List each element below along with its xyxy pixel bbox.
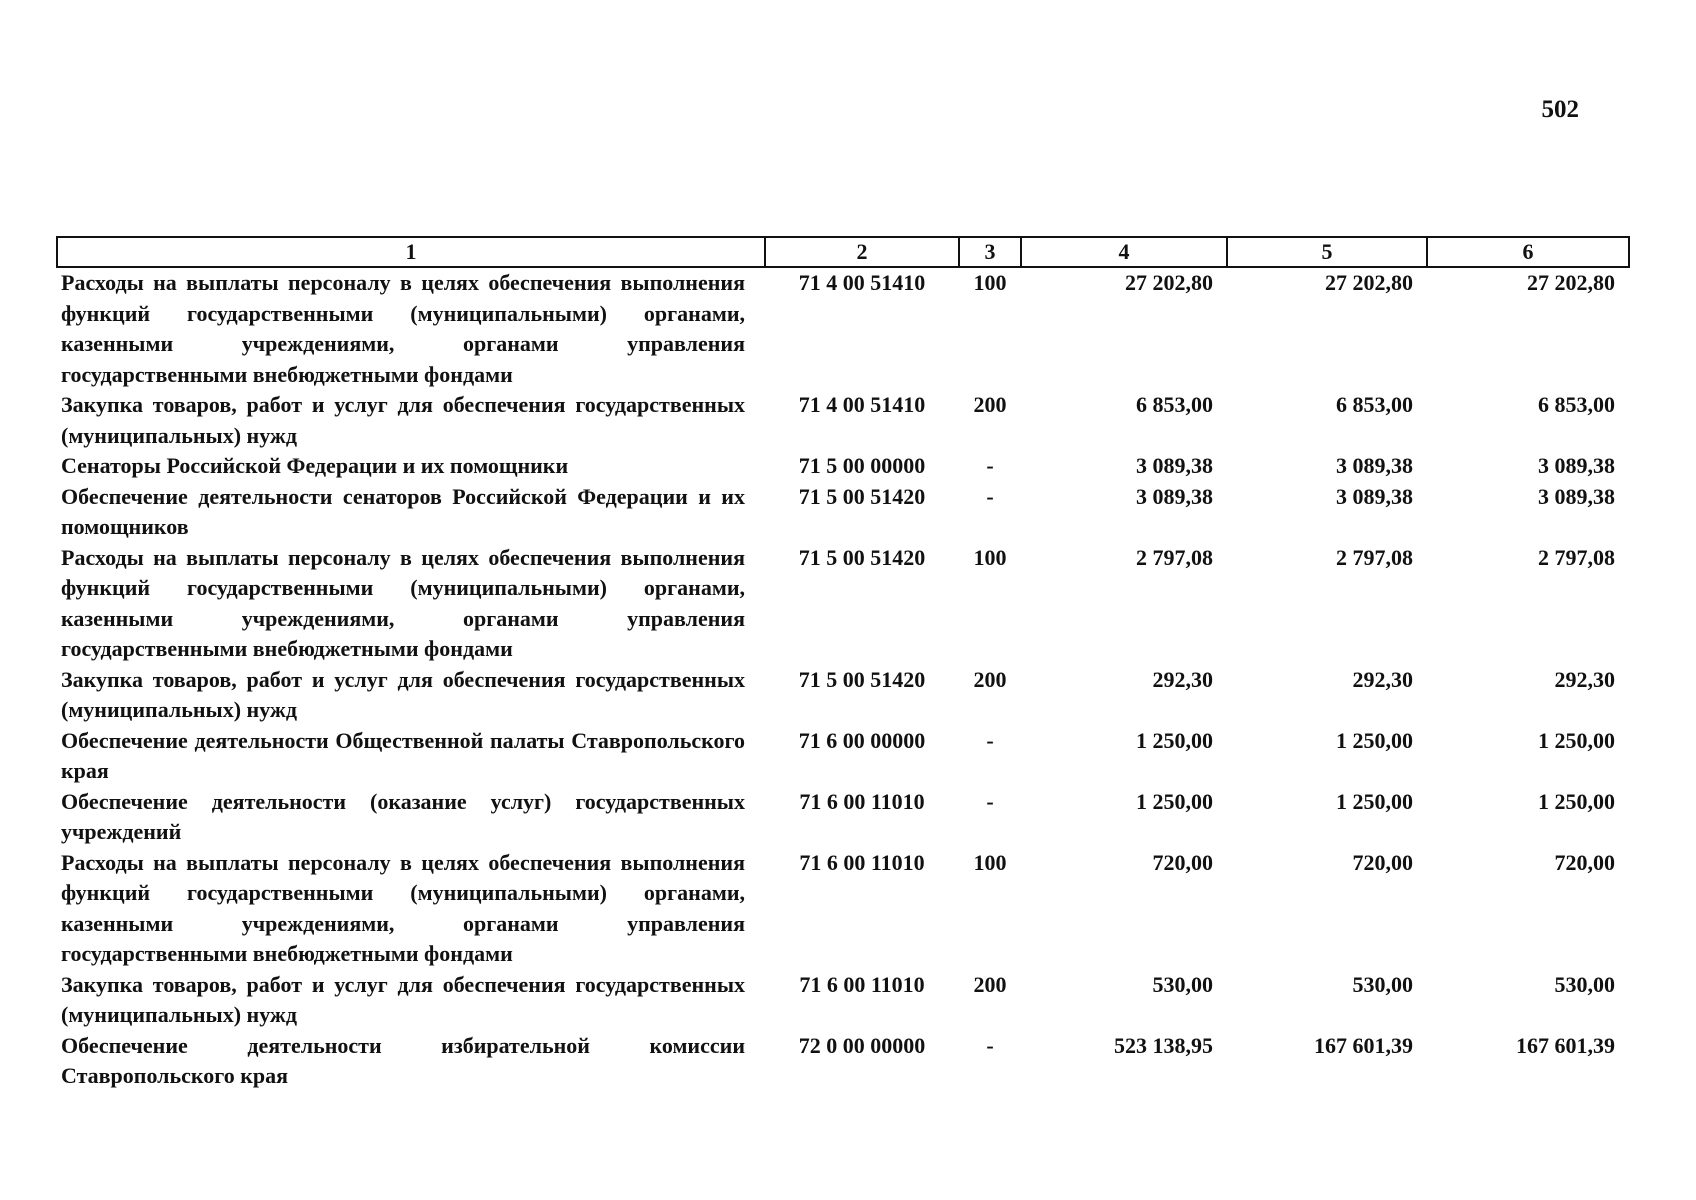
table-row (57, 482, 1629, 543)
row-amount-6: 530,00 (1554, 971, 1615, 997)
column-header-4: 4 (1021, 237, 1227, 267)
row-amount-6: 6 853,00 (1538, 392, 1615, 417)
row-amount-6: 292,30 (1554, 666, 1615, 692)
row-name: Сенаторы Российской Федерации и их помощники (61, 453, 569, 478)
row-code: 71 5 00 51420 (798, 483, 926, 509)
row-amount-5: 292,30 (1352, 666, 1413, 692)
row-name: Обеспечение деятельности (оказание услуг) государственных учреждений (61, 788, 745, 844)
row-amount-6: 27 202,80 (1527, 270, 1615, 295)
row-code: 72 0 00 00000 (798, 1032, 926, 1058)
row-type: - (986, 788, 994, 814)
table-row (57, 726, 1629, 787)
row-name: Расходы на выплаты персоналу в целях обеспечения выполнения функций государственными (муниципальными) органами, казенными учреждениями, органами управления государственными внебюджетными фондами (61, 849, 745, 966)
row-amount-6: 167 601,39 (1516, 1032, 1615, 1058)
row-type: - (986, 483, 994, 509)
row-name: Закупка товаров, работ и услуг для обеспечения государственных (муниципальных) нужд (61, 971, 745, 1027)
row-amount-4: 6 853,00 (1136, 392, 1213, 417)
row-amount-5: 1 250,00 (1336, 727, 1413, 753)
row-amount-6: 1 250,00 (1538, 788, 1615, 814)
row-type: 100 (973, 849, 1007, 875)
row-amount-5: 720,00 (1352, 849, 1413, 875)
row-amount-4: 3 089,38 (1136, 453, 1213, 478)
column-header-1: 1 (57, 237, 765, 267)
table-row (57, 1031, 1629, 1092)
table-row (57, 390, 1629, 451)
table-row (57, 267, 1629, 390)
row-amount-5: 530,00 (1352, 971, 1413, 997)
row-amount-4: 3 089,38 (1136, 483, 1213, 509)
row-code: 71 5 00 51420 (798, 666, 926, 692)
table-row (57, 665, 1629, 726)
row-code: 71 6 00 00000 (798, 727, 926, 753)
row-amount-5: 27 202,80 (1325, 270, 1413, 295)
row-amount-6: 720,00 (1554, 849, 1615, 875)
row-amount-6: 2 797,08 (1538, 544, 1615, 570)
column-header-2: 2 (765, 237, 959, 267)
row-name: Закупка товаров, работ и услуг для обеспечения государственных (муниципальных) нужд (61, 666, 745, 722)
row-amount-6: 3 089,38 (1538, 453, 1615, 478)
row-amount-5: 2 797,08 (1336, 544, 1413, 570)
table-row (57, 451, 1629, 482)
row-amount-4: 1 250,00 (1136, 788, 1213, 814)
table-row (57, 848, 1629, 970)
row-name: Закупка товаров, работ и услуг для обеспечения государственных (муниципальных) нужд (61, 392, 745, 448)
row-code: 71 4 00 51410 (798, 270, 926, 295)
column-header-3: 3 (959, 237, 1021, 267)
row-type: 200 (973, 666, 1007, 692)
row-amount-5: 1 250,00 (1336, 788, 1413, 814)
row-amount-5: 3 089,38 (1336, 453, 1413, 478)
row-type: 200 (973, 392, 1007, 417)
row-amount-4: 523 138,95 (1114, 1032, 1213, 1058)
row-code: 71 5 00 51420 (798, 544, 926, 570)
row-code: 71 6 00 11010 (799, 788, 925, 814)
row-code: 71 6 00 11010 (799, 849, 925, 875)
row-amount-5: 167 601,39 (1314, 1032, 1413, 1058)
row-amount-4: 27 202,80 (1125, 270, 1213, 295)
row-name: Расходы на выплаты персоналу в целях обеспечения выполнения функций государственными (муниципальными) органами, казенными учреждениями, органами управления государственными внебюджетными фондами (61, 544, 745, 661)
row-amount-4: 530,00 (1152, 971, 1213, 997)
row-name: Обеспечение деятельности Общественной палаты Ставропольского края (61, 727, 745, 783)
row-type: - (986, 1032, 994, 1058)
table-row (57, 543, 1629, 665)
column-header-6: 6 (1427, 237, 1629, 267)
row-amount-4: 720,00 (1152, 849, 1213, 875)
row-type: - (986, 453, 994, 478)
row-amount-6: 3 089,38 (1538, 483, 1615, 509)
row-amount-5: 6 853,00 (1336, 392, 1413, 417)
row-type: - (986, 727, 994, 753)
table-header-row (57, 237, 1629, 267)
row-type: 100 (973, 544, 1007, 570)
row-type: 100 (973, 270, 1007, 295)
row-code: 71 4 00 51410 (798, 392, 926, 417)
row-amount-4: 2 797,08 (1136, 544, 1213, 570)
row-name: Обеспечение деятельности избирательной комиссии Ставропольского края (61, 1032, 745, 1088)
column-header-5: 5 (1227, 237, 1427, 267)
row-code: 71 5 00 00000 (798, 453, 926, 478)
row-amount-4: 292,30 (1152, 666, 1213, 692)
row-name: Обеспечение деятельности сенаторов Российской Федерации и их помощников (61, 483, 745, 539)
row-code: 71 6 00 11010 (799, 971, 925, 997)
row-name: Расходы на выплаты персоналу в целях обеспечения выполнения функций государственными (муниципальными) органами, казенными учреждениями, органами управления государственными внебюджетными фондами (61, 270, 745, 387)
row-amount-4: 1 250,00 (1136, 727, 1213, 753)
row-type: 200 (973, 971, 1007, 997)
budget-table (56, 236, 1630, 1092)
table-row (57, 787, 1629, 848)
table-row (57, 970, 1629, 1031)
row-amount-6: 1 250,00 (1538, 727, 1615, 753)
page-number: 502 (1541, 96, 1579, 123)
row-amount-5: 3 089,38 (1336, 483, 1413, 509)
